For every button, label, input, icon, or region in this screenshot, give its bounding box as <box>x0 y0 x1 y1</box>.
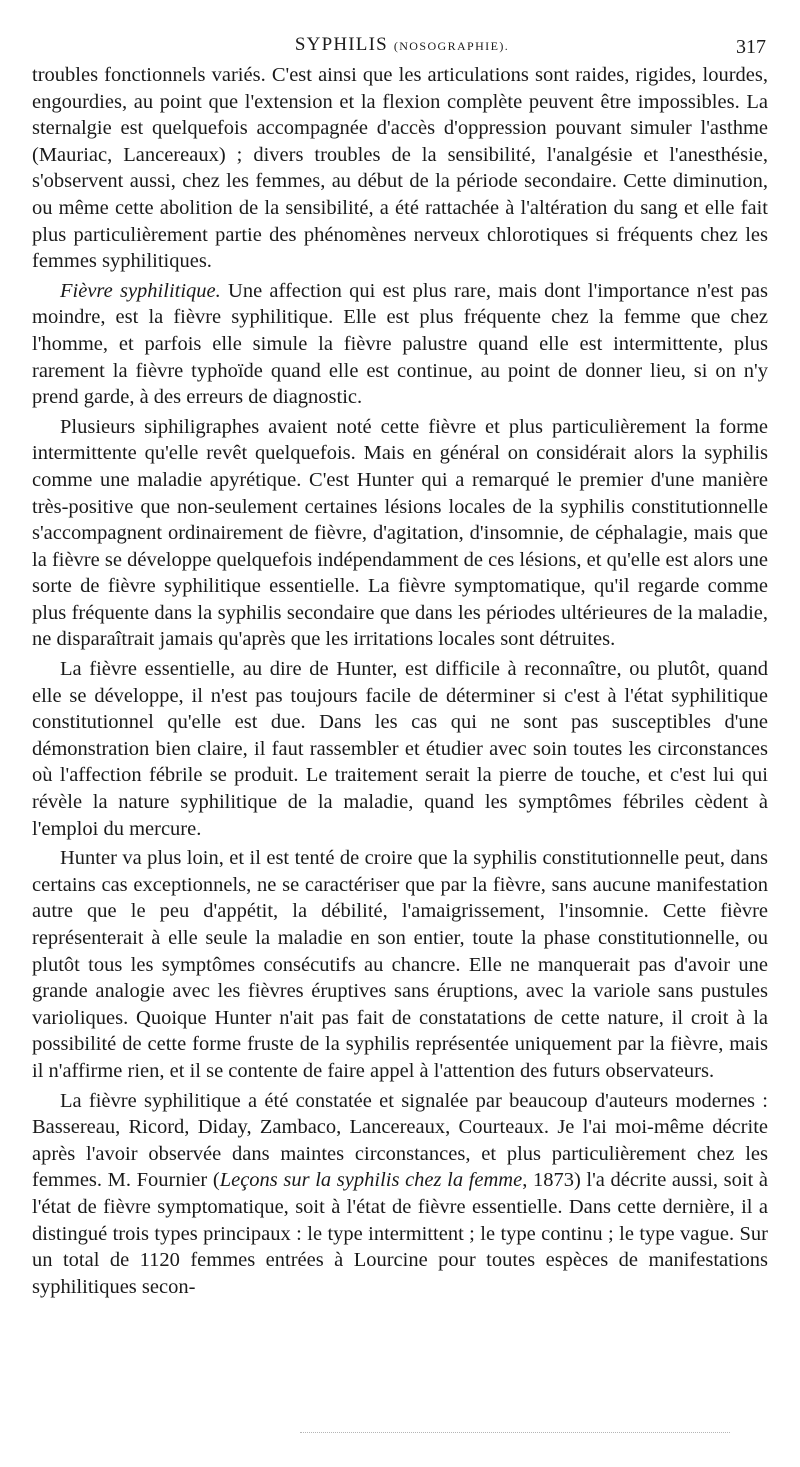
body-text <box>32 62 768 1303</box>
paragraph-1: troubles fonctionnels variés. C'est ainsi que les articulations sont raides, rigides, lourdes, engourdies, au point que l'extension et la flexion complète peuvent être impossibles. La sternalgie est quelquefois accompagnée d'accès d'oppression pouvant simuler l'asthme (Mauriac, Lancereaux) ; divers troubles de la sensibilité, l'analgésie et l'anesthésie, s'observent aussi, chez les femmes, au début de la période secondaire. Cette diminution, ou même cette abolition de la sensibilité, a été rattachée à l'altération du sang et elle fait plus particulièrement partie des phénomènes nerveux chlorotiques si fréquents chez les femmes syphilitiques. <box>32 64 768 273</box>
paragraph-6-text-before: La fièvre syphilitique a été constatée et signalée par beaucoup d'auteurs modernes : Bassereau, Ricord, Diday, Zambaco, Lancereaux, Courteaux. Je l'ai moi-même décrite après l'avoir observée dans maintes circonstances, et plus particulièrement chez les femmes. M. Fournier ( <box>32 1089 768 1192</box>
page-number: 317 <box>736 36 766 58</box>
bleed-through-rule <box>300 1432 730 1433</box>
paragraph-2-text: Une affection qui est plus rare, mais dont l'importance n'est pas moindre, est la fièvre syphilitique. Elle est plus fréquente chez la femme que chez l'homme, et parfois elle simule la fièvre palustre quand elle est intermittente, plus rarement la fièvre typhoïde quand elle est continue, au point de donner lieu, si on n'y prend garde, à des erreurs de diagnostic. <box>32 279 769 409</box>
section-heading-fievre-syphilitique: Fièvre syphilitique. <box>60 279 221 302</box>
paragraph-6-text-after: , 1873) l'a décrite aussi, soit à l'état de fièvre symptomatique, soit à l'état de fièvre essentielle. Dans cette dernière, il a distingué trois types principaux : le type intermittent ; le type continu ; le type vague. Sur un total de 1120 femmes entrées à Lourcine pour toutes espèces de manifestations syphilitiques secon- <box>32 1169 769 1298</box>
paragraph-3: Plusieurs siphiligraphes avaient noté cette fièvre et plus particulièrement la forme intermittente qu'elle revêt quelquefois. Mais en général on considérait alors la syphilis comme une maladie apyrétique. C'est Hunter qui a remarqué le premier d'une manière très-positive que non-seulement certaines lésions locales de la syphilis constitutionnelle s'accompagnent ordinairement de fièvre, d'agitation, d'insomnie, de céphalagie, mais que la fièvre se développe quelquefois indépendamment de ces lésions, et qu'elle est alors une sorte de fièvre syphilitique essentielle. La fièvre symptomatique, qu'il regarde comme plus fréquente dans la syphilis secondaire que dans les périodes ultérieures de la maladie, ne disparaîtrait jamais qu'après que les irritations locales sont détruites. <box>32 415 768 651</box>
paragraph-6 <box>32 1088 768 1301</box>
paragraph-4: La fièvre essentielle, au dire de Hunter, est difficile à reconnaître, ou plutôt, quand elle se développe, il n'est pas toujours facile de déterminer si c'est à l'état syphilitique constitutionnel qu'elle est due. Dans les cas qui ne sont pas susceptibles d'une démonstration bien claire, il faut rassembler et étudier avec soin toutes les circonstances où l'affection fébrile se produit. Le traitement serait la pierre de touche, et c'est lui qui révèle la nature syphilitique de la maladie, quand les symptômes fébriles cèdent à l'emploi du mercure. <box>32 658 768 840</box>
paragraph-5: Hunter va plus loin, et il est tenté de croire que la syphilis constitutionnelle peut, dans certains cas exceptionnels, ne se caractériser que par la fièvre, sans aucune manifestation autre que le peu d'appétit, la débilité, l'amaigrissement, l'insomnie. Cette fièvre représenterait à elle seule la maladie en son entier, toute la phase constitutionnelle, ou plutôt tous les symptômes consécutifs au chancre. Elle ne manquerait pas d'avoir une grande analogie avec les fièvres éruptives sans éruptions, avec la variole sans pustules varioliques. Quoique Hunter n'ait pas fait de constatations de cette nature, il croit à la possibilité de cette forme fruste de la syphilis représentée uniquement par la fièvre, mais il n'affirme rien, et il se contente de faire appel à l'attention des futurs observateurs. <box>32 847 768 1082</box>
running-title-main: SYPHILIS <box>294 34 388 55</box>
running-title <box>36 34 768 57</box>
running-head <box>36 34 768 58</box>
citation-title: Leçons sur la syphilis chez la femme <box>219 1169 523 1192</box>
running-title-sub: (NOSOGRAPHIE). <box>393 39 510 53</box>
paragraph-2 <box>32 278 768 411</box>
